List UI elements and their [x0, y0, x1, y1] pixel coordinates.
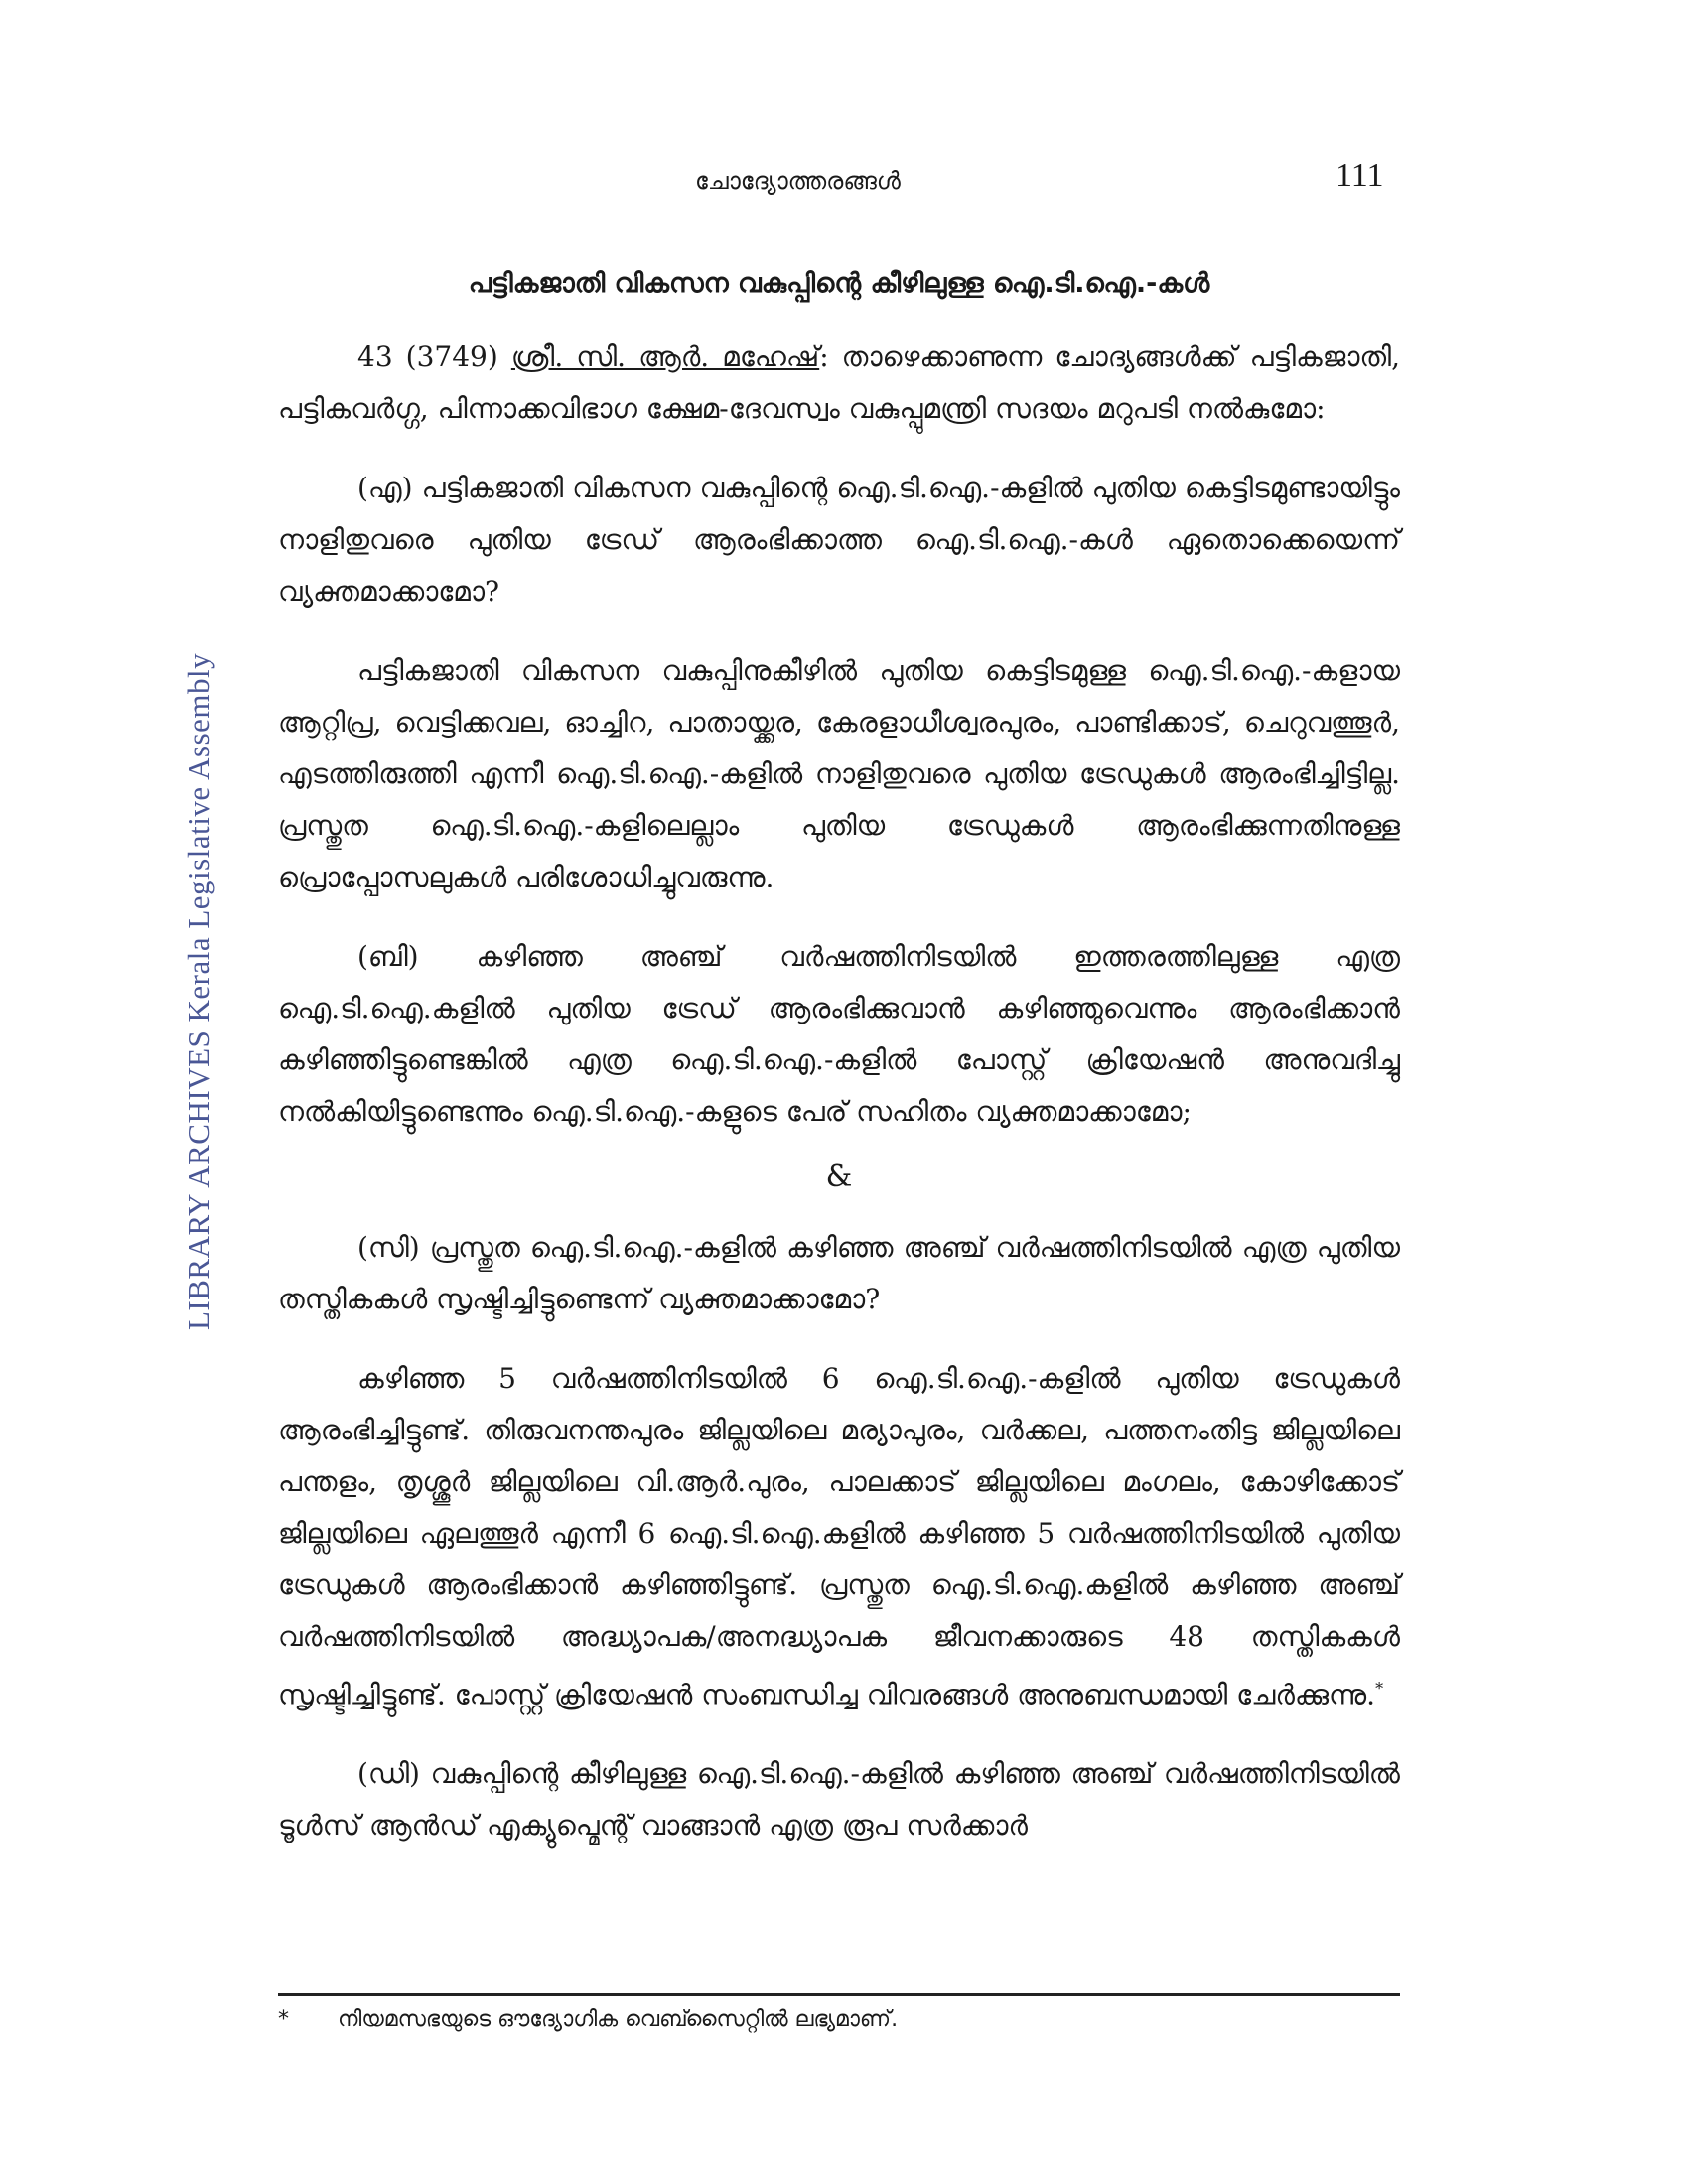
question-d: (ഡി) വകുപ്പിന്റെ കീഴിലുള്ള ഐ.ടി.ഐ.-കളിൽ കഴിഞ്ഞ അഞ്ച് വർഷത്തിനിടയിൽ ടൂൾസ് ആൻഡ് എക്യുപ്മെന്റ് വാങ്ങാൻ എത്ര രൂപ സർക്കാർ	[278, 1757, 1400, 1843]
footnote-mark: *	[278, 2007, 289, 2032]
question-intro	[278, 332, 1400, 435]
footnote-text: നിയമസഭയുടെ ഔദ്യോഗിക വെബ്സൈറ്റിൽ ലഭ്യമാണ്.	[338, 2007, 899, 2032]
answer-a: പട്ടികജാതി വികസന വകുപ്പിനുകീഴിൽ പുതിയ കെട്ടിടമുള്ള ഐ.ടി.ഐ.-കളായ ആറ്റിപ്ര, വെട്ടിക്കവല, ഓച്ചിറ, പാതായ്ക്കര, കേരളാധീശ്വരപുരം, പാണ്ടിക്കാട്, ചെറുവത്തൂർ, എടത്തിരുത്തി എന്നീ ഐ.ടി.ഐ.-കളിൽ നാളിതുവരെ പുതിയ ട്രേഡുകൾ ആരംഭിച്ചിട്ടില്ല. പ്രസ്തുത ഐ.ടി.ഐ.-കളിലെല്ലാം പുതിയ ട്രേഡുകൾ ആരംഭിക്കുന്നതിനുള്ള പ്രൊപ്പോസലുകൾ പരിശോധിച്ചുവരുന്നു.	[278, 654, 1400, 893]
page-body	[278, 268, 1400, 1879]
question-a: (എ) പട്ടികജാതി വികസന വകുപ്പിന്റെ ഐ.ടി.ഐ.-കളിൽ പുതിയ കെട്ടിടമുണ്ടായിട്ടും നാളിതുവരെ പുതിയ ട്രേഡ് ആരംഭിക്കാത്ത ഐ.ടി.ഐ.-കൾ ഏതൊക്കെയെന്ന് വ്യക്തമാക്കാമോ?	[278, 472, 1400, 608]
running-header-title: ചോദ്യോത്തരങ്ങൾ	[695, 167, 901, 195]
footnote-reference: *	[1375, 1679, 1384, 1698]
question-c: (സി) പ്രസ്തുത ഐ.ടി.ഐ.-കളിൽ കഴിഞ്ഞ അഞ്ച് വർഷത്തിനിടയിൽ എത്ര പുതിയ തസ്തികകൾ സൃഷ്ടിച്ചിട്ടുണ്ടെന്ന് വ്യക്തമാക്കാമോ?	[278, 1231, 1400, 1315]
question-number: 43 (3749)	[357, 341, 498, 373]
archive-watermark: LIBRARY ARCHIVES Kerala Legislative Assembly	[181, 652, 215, 1330]
answer-bc	[278, 1353, 1400, 1720]
question-intro-text: : താഴെക്കാണുന്ന ചോദ്യങ്ങൾക്ക് പട്ടികജാതി, പട്ടികവർഗ്ഗ, പിന്നാക്കവിഭാഗ ക്ഷേമ-ദേവസ്വം വകുപ്പുമന്ത്രി സദയം മറുപടി നൽകുമോ:	[278, 341, 1400, 425]
answer-bc-text: കഴിഞ്ഞ 5 വർഷത്തിനിടയിൽ 6 ഐ.ടി.ഐ.-കളിൽ പുതിയ ട്രേഡുകൾ ആരംഭിച്ചിട്ടുണ്ട്. തിരുവനന്തപുരം ജില്ലയിലെ മര്യാപുരം, വർക്കല, പത്തനംതിട്ട ജില്ലയിലെ പന്തളം, തൃശ്ശൂർ ജില്ലയിലെ വി.ആർ.പുരം, പാലക്കാട് ജില്ലയിലെ മംഗലം, കോഴിക്കോട് ജില്ലയിലെ ഏലത്തൂർ എന്നീ 6 ഐ.ടി.ഐ.കളിൽ കഴിഞ്ഞ 5 വർഷത്തിനിടയിൽ പുതിയ ട്രേഡുകൾ ആരംഭിക്കാൻ കഴിഞ്ഞിട്ടുണ്ട്. പ്രസ്തുത ഐ.ടി.ഐ.കളിൽ കഴിഞ്ഞ അഞ്ച് വർഷത്തിനിടയിൽ അദ്ധ്യാപക/അനദ്ധ്യാപക ജീവനക്കാരുടെ 48 തസ്തികകൾ സൃഷ്ടിച്ചിട്ടുണ്ട്. പോസ്റ്റ് ക്രിയേഷൻ സംബന്ധിച്ച വിവരങ്ങൾ അനുബന്ധമായി ചേർക്കുന്നു.	[278, 1362, 1400, 1711]
footnote-divider	[278, 1993, 1400, 1996]
member-name: ശ്രീ. സി. ആർ. മഹേഷ്	[510, 341, 820, 373]
ampersand-separator: &	[825, 1160, 853, 1194]
footnote	[278, 2007, 1400, 2032]
question-b: (ബി) കഴിഞ്ഞ അഞ്ച് വർഷത്തിനിടയിൽ ഇത്തരത്തിലുള്ള എത്ര ഐ.ടി.ഐ.കളിൽ പുതിയ ട്രേഡ് ആരംഭിക്കുവാൻ കഴിഞ്ഞുവെന്നും ആരംഭിക്കാൻ കഴിഞ്ഞിട്ടുണ്ടെങ്കിൽ എത്ര ഐ.ടി.ഐ.-കളിൽ പോസ്റ്റ് ക്രിയേഷൻ അനുവദിച്ചു നൽകിയിട്ടുണ്ടെന്നും ഐ.ടി.ഐ.-കളുടെ പേര് സഹിതം വ്യക്തമാക്കാമോ;	[278, 940, 1400, 1128]
section-heading: പട്ടികജാതി വികസന വകുപ്പിന്റെ കീഴിലുള്ള ഐ.ടി.ഐ.-കൾ	[468, 268, 1210, 299]
page-number: 111	[1336, 157, 1384, 194]
